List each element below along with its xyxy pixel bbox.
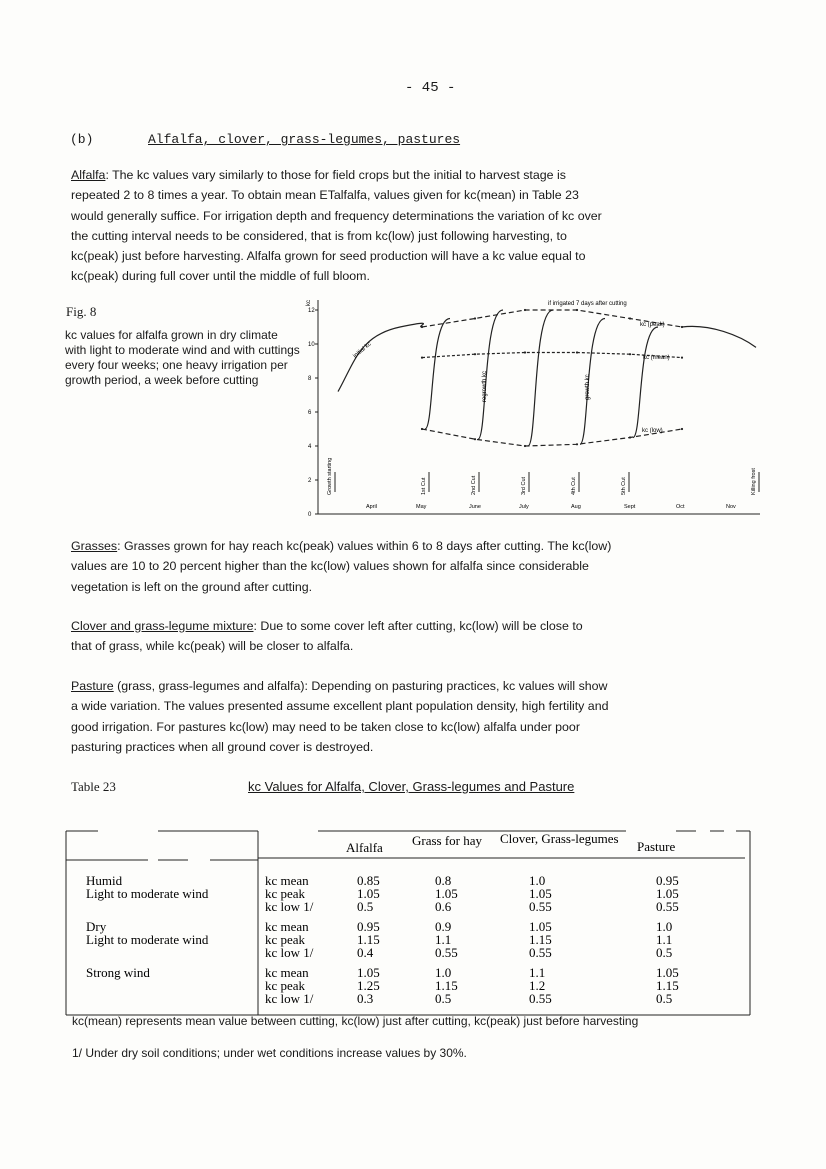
regrowth-curve [425,319,450,430]
series-point [474,318,475,319]
para-line: a wide variation. The values presented assume excellent plant population density, high fertility and [71,699,609,714]
table-cell: 1.05 [529,886,552,901]
y-tick-label: 12 [308,308,315,314]
table-cell: 1.0 [435,965,452,980]
table-cell: 0.4 [357,945,374,960]
month-label: Sept [624,504,636,510]
page-number: - 45 - [405,80,456,96]
condition-label: Dry [86,919,107,934]
month-label: Aug [571,504,581,510]
figure-caption: kc values for alfalfa grown in dry climate with light to moderate wind and with cuttings every four weeks; one heavy irrigation per growth period, a week before cutting [65,328,300,387]
table-cell: kc low 1/ [265,991,314,1006]
para-line: vegetation is left on the ground after cutting. [71,579,313,594]
event-label: 2nd Cut [471,475,477,495]
y-tick-label: 2 [308,478,312,484]
table-cell: kc low 1/ [265,899,314,914]
series-point [576,309,577,310]
series-point [576,352,577,353]
grasses-lead: Grasses [71,539,118,553]
figure-label: Fig. 8 [66,304,97,319]
y-tick-label: 10 [308,342,315,348]
series-point [576,444,577,445]
regrowth-curve [528,310,553,446]
series-point [629,437,630,438]
peak-label: kc (peak) [640,322,665,328]
para-line: pasturing practices when all ground cover is destroyed. [71,739,374,754]
table-cell: 1.1 [656,932,673,947]
series-point [681,357,682,358]
para-line: repeated 2 to 8 times a year. To obtain mean ETalfalfa, values given for kc(mean) in Table 23 [71,188,579,203]
series-point [524,352,525,353]
table-cell: 0.5 [357,899,374,914]
table-cell: 0.55 [435,945,458,960]
month-label: June [469,504,481,510]
para-line: : Grasses grown for hay reach kc(peak) values within 6 to 8 days after cutting. The kc(low) [117,539,612,553]
table-cell: kc mean [265,873,309,888]
table-cell: 1.05 [529,919,552,934]
table-cell: 1.25 [357,978,380,993]
series-point [474,439,475,440]
para-line: kc(peak) just before harvesting. Alfalfa grown for seed production will have a kc value equal to [71,249,586,264]
series-point [421,357,422,358]
event-label: 4th Cut [571,477,577,495]
table-cell: kc mean [265,965,309,980]
para-line: would generally suffice. For irrigation depth and frequency determinations the variation of kc over [71,208,602,223]
table-cell: 1.1 [529,965,546,980]
table-cell: 0.55 [529,991,552,1006]
clover-paragraph [71,616,761,657]
initial-kc-label: initial kc [352,341,373,360]
para-line: good irrigation. For pastures kc(low) may need to be taken close to kc(low) alfalfa under poor [71,719,580,734]
condition-label: Light to moderate wind [86,932,209,947]
table-cell: 1.0 [656,919,673,934]
late-season-curve [682,326,756,347]
table-cell: 0.95 [656,873,679,888]
table-cell: kc peak [265,978,306,993]
table-cell: 1.1 [435,932,452,947]
table-cell: 0.6 [435,899,452,914]
event-label: 5th Cut [621,477,627,495]
table-cell: 1.15 [656,978,679,993]
y-tick-label: 6 [308,410,312,416]
table-cell: 1.15 [529,932,552,947]
condition-label: Light to moderate wind [86,886,209,901]
condition-label: Humid [86,873,123,888]
table-cell: 1.2 [529,978,546,993]
table-cell: 0.5 [656,991,673,1006]
pasture-paragraph [71,676,761,757]
y-tick-label: 4 [308,444,312,450]
table-cell: 0.55 [529,899,552,914]
alfalfa-paragraph [71,165,761,287]
para-line: kc(peak) during full cover until the middle of full bloom. [71,269,370,284]
y-tick-label: 0 [308,512,312,518]
clover-lead: Clover and grass-legume mixture [71,619,254,633]
section-title: Alfalfa, clover, grass-legumes, pastures [148,132,461,147]
low-label: kc (low) [642,428,663,434]
table-footnote-2: 1/ Under dry soil conditions; under wet conditions increase values by 30%. [72,1046,467,1060]
header-clover: Clover, Grass-legumes [500,831,619,846]
event-label: Growth starting [327,457,333,495]
table-cell: 1.05 [656,886,679,901]
month-label: Nov [726,504,736,510]
regrowth-curve [633,327,658,438]
para-line: the cutting interval needs to be considered, that is from kc(low) just following harvesting, to [71,228,567,243]
table-footnote-1: kc(mean) represents mean value between cutting, kc(low) just after cutting, kc(peak) just before harvesting [72,1014,639,1028]
event-label: 1st Cut [421,477,427,495]
grasses-paragraph [71,536,761,597]
table-cell: 1.05 [357,965,380,980]
series-point [681,428,682,429]
month-label: Oct [676,504,685,510]
kc-table [60,825,760,1020]
regrowth-label-1: regrowth kc [482,370,488,402]
series-point [524,309,525,310]
annotation-text: if irrigated 7 days after cutting [548,301,627,307]
table-cell: kc peak [265,932,306,947]
table-cell: kc peak [265,886,306,901]
section-label: (b) [70,132,94,147]
month-label: July [519,504,529,510]
header-grass: Grass for hay [412,833,483,848]
table-cell: 0.5 [435,991,452,1006]
initial-growth-curve [338,323,423,391]
regrowth-curve [580,319,605,445]
table-cell: 1.0 [529,873,546,888]
para-line: : Due to some cover left after cutting, kc(low) will be close to [253,619,583,633]
series-point [524,445,525,446]
alfalfa-lead: Alfalfa [71,168,106,182]
table-cell: 1.05 [656,965,679,980]
table-cell: kc low 1/ [265,945,314,960]
y-tick-label: 8 [308,376,312,382]
event-label: Killing frost [751,468,757,495]
series-point [629,354,630,355]
table-cell: 1.15 [357,932,380,947]
table-cell: 0.8 [435,873,452,888]
table-cell: 0.9 [435,919,452,934]
series-point [474,354,475,355]
para-line: : The kc values vary similarly to those for field crops but the initial to harvest stage is [105,168,566,182]
table-cell: 0.3 [357,991,374,1006]
mean-label: kc (mean) [643,355,670,361]
header-pasture: Pasture [637,839,676,854]
table-cell: kc mean [265,919,309,934]
table-cell: 1.05 [357,886,380,901]
para-line: that of grass, while kc(peak) will be closer to alfalfa. [71,639,354,654]
month-label: May [416,504,427,510]
event-label: 3rd Cut [521,476,527,495]
condition-label: Strong wind [86,965,150,980]
pasture-lead: Pasture [71,679,114,693]
table-title: kc Values for Alfalfa, Clover, Grass-legumes and Pasture [248,779,575,794]
month-label: April [366,504,378,510]
y-axis-label: kc [306,300,312,306]
regrowth-label-2: growth kc [585,374,591,400]
table-cell: 1.05 [435,886,458,901]
fig8-chart [300,292,770,524]
table-cell: 0.85 [357,873,380,888]
para-line: values are 10 to 20 percent higher than the kc(low) values shown for alfalfa since considerable [71,559,589,574]
table-cell: 0.5 [656,945,673,960]
table-label: Table 23 [71,779,116,794]
table-cell: 1.15 [435,978,458,993]
series-point [629,318,630,319]
series-point [421,428,422,429]
table-cell: 0.95 [357,919,380,934]
para-line: (grass, grass-legumes and alfalfa): Depending on pasturing practices, kc values will show [113,679,608,693]
table-cell: 0.55 [656,899,679,914]
header-alfalfa: Alfalfa [346,840,383,855]
table-cell: 0.55 [529,945,552,960]
